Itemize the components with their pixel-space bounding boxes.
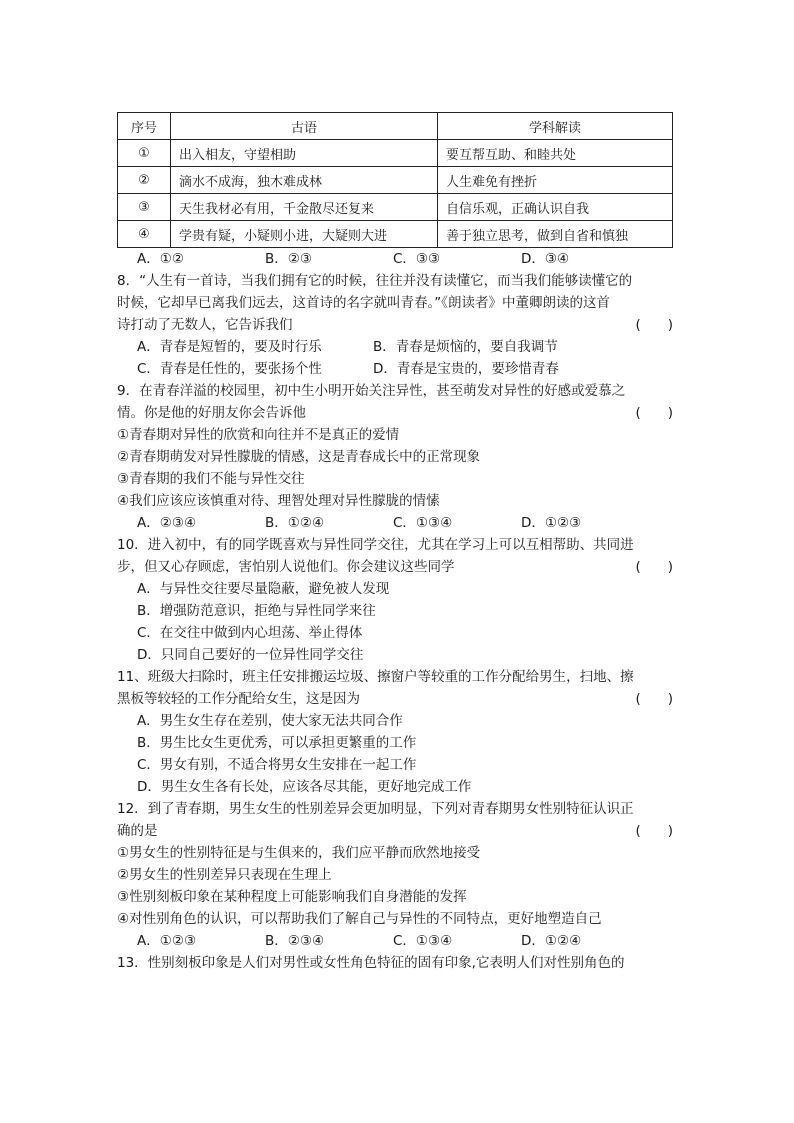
statement-item: ①青春期对异性的欣赏和向往并不是真正的爱情	[117, 427, 400, 443]
option-b: B．②③④	[265, 933, 325, 949]
table-cell: 滴水不成海，独木难成林	[171, 167, 438, 194]
question-12	[117, 798, 677, 952]
exam-page	[117, 112, 677, 974]
option-b: B．男生比女生更优秀，可以承担更繁重的工作	[137, 735, 417, 751]
table-cell: 学贵有疑，小疑则小进，大疑则大进	[171, 221, 438, 248]
answer-bracket: ( )	[635, 823, 673, 839]
table-cell: 出入相友，守望相助	[171, 140, 438, 167]
question-text: 时候，它却早已离我们远去，这首诗的名字就叫青春。”《朗读者》中董卿朗读的这首	[117, 295, 610, 311]
option-d: D．只同自己要好的一位异性同学交往	[137, 647, 364, 663]
table-header: 序号	[118, 113, 171, 140]
table-row	[118, 194, 673, 221]
option-c: C．男女有别，不适合将男女生安排在一起工作	[137, 757, 417, 773]
table-cell: 自信乐观，正确认识自我	[438, 194, 673, 221]
option-d: D．③④	[521, 251, 570, 267]
option-d: D．男生女生各有长处，应该各尽其能，更好地完成工作	[137, 779, 472, 795]
table-header: 古语	[171, 113, 438, 140]
answer-bracket: ( )	[635, 405, 673, 421]
question-text: 步，但又心存顾虑，害怕别人说他们。你会建议这些同学	[117, 559, 455, 575]
options-row	[117, 358, 677, 380]
option-d: D．①②④	[521, 933, 582, 949]
question-13	[117, 952, 677, 974]
question-text-last	[117, 556, 677, 578]
option-c: C．①③④	[393, 515, 453, 531]
table-row	[118, 167, 673, 194]
question-8	[117, 270, 677, 380]
statement-item: ④我们应该应该慎重对待、理智处理对异性朦胧的情愫	[117, 493, 440, 509]
answer-bracket: ( )	[635, 317, 673, 333]
option-c: C．在交往中做到内心坦荡、举止得体	[137, 625, 363, 641]
option-a: A．与异性交往要尽量隐蔽，避免被人发现	[137, 581, 390, 597]
table-cell: ③	[118, 194, 171, 221]
question-text: 11、班级大扫除时，班主任安排搬运垃圾、擦窗户等较重的工作分配给男生，扫地、擦	[117, 669, 634, 685]
table-cell: ④	[118, 221, 171, 248]
question-11	[117, 666, 677, 798]
question-text: 诗打动了无数人，它告诉我们	[117, 317, 293, 333]
table-header: 学科解读	[438, 113, 673, 140]
option-c: C．③③	[393, 251, 441, 267]
option-b: B．①②④	[265, 515, 325, 531]
question-text: 10．进入初中，有的同学既喜欢与异性同学交往，尤其在学习上可以互相帮助、共同进	[117, 537, 634, 553]
question-10	[117, 534, 677, 666]
question-9	[117, 380, 677, 534]
option-b: B．青春是烦恼的，要自我调节	[373, 339, 558, 355]
statement-item: ③性别刻板印象在某种程度上可能影响我们自身潜能的发挥	[117, 889, 467, 905]
question-text: 9．在青春洋溢的校园里，初中生小明开始关注异性，甚至萌发对异性的好感或爱慕之	[117, 383, 626, 399]
answer-bracket: ( )	[635, 691, 673, 707]
question-text: 8．“人生有一首诗，当我们拥有它的时候，往往并没有读懂它，而当我们能够读懂它的	[117, 273, 633, 289]
table-cell: ①	[118, 140, 171, 167]
question-text-last	[117, 314, 677, 336]
statement-item: ②男女生的性别差异只表现在生理上	[117, 867, 332, 883]
option-c: C．青春是任性的，要张扬个性	[137, 361, 322, 377]
statement-item: ①男女生的性别特征是与生俱来的，我们应平静而欣然地接受	[117, 845, 481, 861]
option-c: C．①③④	[393, 933, 453, 949]
option-a: A．①②③	[137, 933, 197, 949]
option-a: A．②③④	[137, 515, 197, 531]
option-d: D．①②③	[521, 515, 582, 531]
table-row	[118, 140, 673, 167]
statement-item: ③青春期的我们不能与异性交往	[117, 471, 305, 487]
question-text: 12．到了青春期，男生女生的性别差异会更加明显，下列对青春期男女性别特征认识正	[117, 801, 634, 817]
question-text-last	[117, 820, 677, 842]
question-text: 确的是	[117, 823, 158, 839]
option-a: A．①②	[137, 251, 184, 267]
question-text-last	[117, 688, 677, 710]
statement-item: ②青春期萌发对异性朦胧的情感，这是青春成长中的正常现象	[117, 449, 481, 465]
options-row	[117, 930, 677, 952]
options-row	[117, 336, 677, 358]
statement-item: ④对性别角色的认识，可以帮助我们了解自己与异性的不同特点，更好地塑造自己	[117, 911, 602, 927]
table-cell: 善于独立思考，做到自省和慎独	[438, 221, 673, 248]
options-row	[117, 512, 677, 534]
quotes-table	[117, 112, 673, 248]
option-a: A．男生女生存在差别，使大家无法共同合作	[137, 713, 403, 729]
question-text: 情。你是他的好朋友你会告诉他	[117, 405, 306, 421]
option-a: A．青春是短暂的，要及时行乐	[137, 339, 322, 355]
table-cell: 人生难免有挫折	[438, 167, 673, 194]
table-row	[118, 221, 673, 248]
table-cell: ②	[118, 167, 171, 194]
q7-options	[117, 248, 677, 270]
question-text: 13．性别刻板印象是人们对男性或女性角色特征的固有印象,它表明人们对性别角色的	[117, 955, 625, 971]
option-b: B．增强防范意识，拒绝与异性同学来往	[137, 603, 376, 619]
option-d: D．青春是宝贵的，要珍惜青春	[373, 361, 559, 377]
question-text-last	[117, 402, 677, 424]
question-text: 黑板等较轻的工作分配给女生，这是因为	[117, 691, 360, 707]
table-header-row	[118, 113, 673, 140]
answer-bracket: ( )	[635, 559, 673, 575]
table-cell: 要互帮互助、和睦共处	[438, 140, 673, 167]
table-cell: 天生我材必有用，千金散尽还复来	[171, 194, 438, 221]
option-b: B．②③	[265, 251, 312, 267]
